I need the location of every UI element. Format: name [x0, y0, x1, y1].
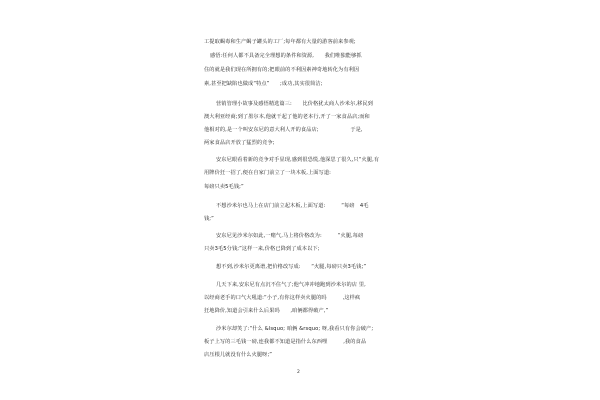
text-line: 不想沙米尔也马上在店门前立起木板,上面写道: “每磅 4毛: [216, 203, 369, 209]
text-line: 沙米尔却笑了:“什么 &lsquo; 咱俩 &rsquo; 呀,我看只有你会破产;: [216, 326, 374, 332]
text-line: 安东尼见沙米尔如此,一赌气,马上将价格改为: “火腿,每磅: [216, 233, 364, 239]
text-line: 钱;”: [204, 216, 214, 222]
text-line: 几天下来,安东尼有点沉不住气了;他气冲冲地跑到沙米尔的店 里,: [216, 282, 366, 288]
text-line: 以经商老手的口气大吼道:“小子,有你这样卖火腿的吗 ,这样疯: [204, 295, 361, 301]
text-line: 素,甚至把缺陷也做成“特点” ;成功,其实很简洁;: [204, 81, 323, 87]
text-line: 每磅只卖5毛钱;”: [204, 184, 244, 190]
text-line: 两家食品店开放了猛烈的竞争;: [204, 140, 275, 146]
text-line: 狂地降价,知道会引来什么后果吗 ,咱俩都得破产,”: [204, 308, 329, 314]
text-line: 营销管理小故事及感悟精选篇三: 比价格犹太商人沙米尔,移民到: [216, 101, 373, 107]
text-line: 感悟:任何人都不具备完全理想的条件和资源, 我们唯独能够抓: [210, 53, 362, 59]
text-line: 安东尼眼看着新的竞争对手显现,感到很恐慌,他深思了很久,只“火腿,有: [216, 157, 380, 163]
text-line: 澳大利亚经商;到了墨尔本,他就干起了他的老本行,开了一家食品店;而和: [204, 114, 370, 120]
text-line: 板子上写的三毛钱一磅,连我都不知道是指什么东西哩 ,我的食品: [204, 339, 367, 345]
page-number: 2: [297, 370, 300, 375]
text-line: 只卖3毛5分钱;”这样一来,价格已降到了成本以下;: [204, 246, 320, 252]
text-line: 工提取蝎毒和生产蝎子罐头的工厂;每年都有大量的游客前来参观;: [204, 39, 356, 45]
text-line: 店压根儿就没有什么火腿呀;”: [204, 352, 273, 358]
text-line: 他相对的,是一个叫安东尼的意大利人开的食品店; 于是,: [204, 127, 363, 133]
text-line: 用牌价狂一招了,便在自家门前立了一块木板,上面写道:: [204, 170, 331, 176]
text-line: 住的就是我们现在所拥有的;把眼前的不利因素神奇地转化为有利因: [204, 67, 360, 73]
text-line: 想不到,沙米尔更离谱,把价格改写成: “火腿,每磅只卖3毛钱;”: [216, 264, 367, 270]
